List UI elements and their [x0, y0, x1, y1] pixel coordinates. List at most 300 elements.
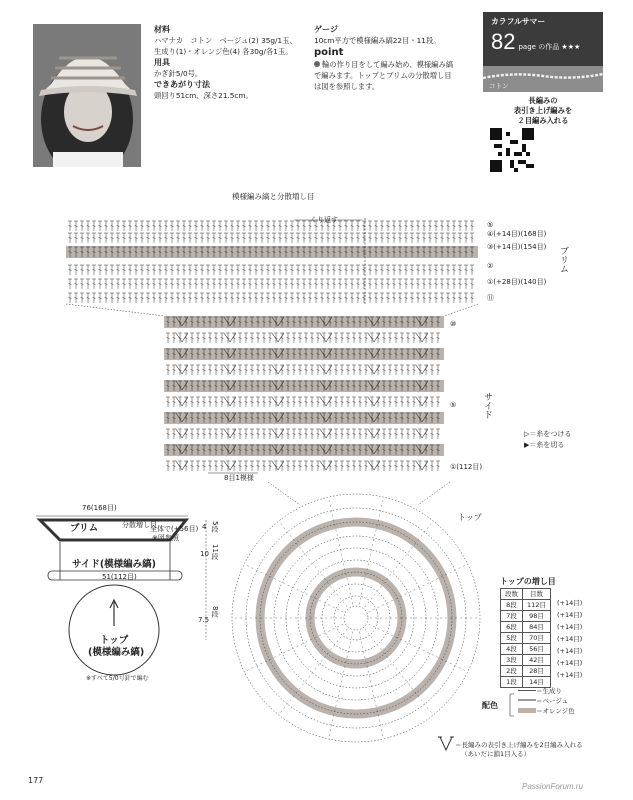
stitch-mark — [128, 221, 132, 231]
stitch-mark — [224, 293, 228, 303]
stitch-mark — [464, 265, 468, 275]
stitch-mark — [190, 365, 194, 375]
dim-11-rows: 11段 — [211, 544, 219, 560]
stitch-mark — [428, 265, 432, 275]
stitch-mark — [352, 461, 356, 471]
stitch-mark — [272, 279, 276, 289]
stitch-mark — [206, 233, 210, 243]
materials-line-2: 生成り(1)・オレンジ色(4) 各30g/各1玉。 — [154, 47, 293, 56]
stitch-mark — [292, 461, 296, 471]
row-mark: ⑩ — [450, 320, 457, 328]
row-mark: ① — [487, 278, 494, 286]
stitch-mark — [254, 265, 258, 275]
stitch-mark — [256, 461, 260, 471]
stitch-mark — [152, 293, 156, 303]
stitch-mark — [394, 397, 398, 407]
attach-arrow-icon: ▷ — [524, 430, 530, 438]
site-watermark: PassionForum.ru — [522, 782, 583, 791]
stitch-mark — [260, 221, 264, 231]
stitch-mark — [236, 293, 240, 303]
stitch-mark — [200, 233, 204, 243]
legend-bracket — [510, 694, 514, 716]
stitch-mark — [140, 221, 144, 231]
stitch-mark — [166, 397, 170, 407]
stitch-mark — [256, 397, 260, 407]
materials-line-1: ハマナカ コトン ベージュ(2) 35g/1玉、 — [154, 36, 297, 45]
stitch-mark — [110, 221, 114, 231]
stitch-mark — [68, 221, 72, 231]
stitch-mark — [344, 221, 348, 231]
row-mark: ⑤ — [450, 401, 457, 409]
stitch-mark — [302, 233, 306, 243]
stitch-mark — [158, 293, 162, 303]
stitch-mark — [164, 233, 168, 243]
stitch-mark — [248, 265, 252, 275]
stitch-mark — [286, 429, 290, 439]
stitch-mark — [262, 397, 266, 407]
video-note-line-1: 長編みの — [528, 96, 558, 105]
stitch-mark — [346, 461, 350, 471]
stitch-mark — [104, 279, 108, 289]
stitch-mark — [286, 397, 290, 407]
stitch-mark — [344, 279, 348, 289]
chart-title: 模様編み縞と分散増し目 — [232, 192, 315, 201]
row-mark: ⑤ — [487, 221, 494, 229]
stitch-mark — [410, 293, 414, 303]
stitch-mark — [392, 293, 396, 303]
stitch-mark — [332, 279, 336, 289]
stitch-mark — [310, 397, 314, 407]
schem-brim-ref: ※図参照 — [152, 534, 179, 542]
stitch-mark — [158, 221, 162, 231]
stitch-mark — [338, 233, 342, 243]
stitch-mark — [368, 233, 372, 243]
stitch-mark — [358, 333, 362, 343]
stitch-mark — [344, 293, 348, 303]
table-cell: 70目 — [523, 633, 551, 644]
stitch-mark — [194, 265, 198, 275]
stitch-mark — [446, 221, 450, 231]
stitch-mark — [238, 397, 242, 407]
stitch-mark — [302, 279, 306, 289]
stitch-mark — [400, 429, 404, 439]
stitch-mark — [340, 333, 344, 343]
stitch-mark — [98, 279, 102, 289]
stitch-mark — [304, 429, 308, 439]
stitch-mark — [236, 221, 240, 231]
stitch-mark — [164, 221, 168, 231]
stitch-mark — [362, 279, 366, 289]
beige-line-icon — [518, 699, 536, 701]
dim-7-5: 7.5 — [198, 616, 210, 624]
stitch-mark — [308, 279, 312, 289]
stitch-mark — [272, 293, 276, 303]
stitch-mark — [212, 221, 216, 231]
point-line-1-text: 輪の作り目をして編み始め、模様編み縞 — [322, 60, 454, 69]
stitch-mark — [92, 265, 96, 275]
stitch-mark — [470, 233, 474, 243]
stitch-mark — [452, 265, 456, 275]
stitch-mark — [290, 221, 294, 231]
stitch-mark — [202, 461, 206, 471]
stitch-mark — [248, 221, 252, 231]
point-heading: point — [314, 47, 344, 58]
repeat-label: くり返す — [310, 216, 338, 224]
stitch-mark — [436, 365, 440, 375]
stitch-mark — [98, 293, 102, 303]
stitch-mark — [470, 293, 474, 303]
stitch-mark — [194, 233, 198, 243]
increase-table — [500, 588, 551, 688]
stitch-mark — [392, 221, 396, 231]
stitch-mark — [394, 461, 398, 471]
brim-width: 76(168目) — [82, 504, 117, 512]
dim-4: 4 — [202, 523, 207, 531]
stitch-mark — [212, 293, 216, 303]
stitch-mark — [122, 233, 126, 243]
stitch-mark — [128, 293, 132, 303]
increase-table-title: トップの増し目 — [500, 577, 556, 586]
stripe-row — [66, 246, 478, 258]
stitch-mark — [380, 233, 384, 243]
stitch-mark — [368, 279, 372, 289]
stitch-mark — [208, 429, 212, 439]
stitch-mark — [400, 365, 404, 375]
table-cell: 7段 — [501, 611, 523, 622]
legend-item-ecru — [518, 686, 575, 696]
stitch-mark — [284, 279, 288, 289]
stitch-mark — [122, 265, 126, 275]
stitch-mark — [188, 279, 192, 289]
stitch-mark — [166, 365, 170, 375]
stitch-mark — [224, 233, 228, 243]
stitch-mark — [254, 279, 258, 289]
stitch-mark — [398, 265, 402, 275]
stitch-mark — [262, 461, 266, 471]
stitch-mark — [220, 397, 224, 407]
stitch-mark — [374, 233, 378, 243]
stitch-mark — [170, 279, 174, 289]
stitch-mark — [404, 279, 408, 289]
stitch-mark — [314, 265, 318, 275]
stitch-mark — [452, 221, 456, 231]
table-cell: 42目 — [523, 655, 551, 666]
stitch-mark — [86, 293, 90, 303]
stitch-mark — [260, 233, 264, 243]
stitch-mark — [304, 461, 308, 471]
table-row — [501, 633, 551, 644]
stitch-mark — [286, 461, 290, 471]
stitch-mark — [278, 221, 282, 231]
stitch-mark — [334, 429, 338, 439]
stitch-mark — [388, 397, 392, 407]
stitch-mark — [262, 333, 266, 343]
stitch-mark — [398, 233, 402, 243]
stitch-mark — [314, 293, 318, 303]
stitch-mark — [190, 397, 194, 407]
stitch-mark — [278, 279, 282, 289]
stitch-ring — [274, 536, 438, 700]
stitch-mark — [250, 397, 254, 407]
stitch-mark — [358, 461, 362, 471]
stitch-mark — [338, 279, 342, 289]
stitch-ring — [344, 606, 368, 630]
stitch-mark — [298, 429, 302, 439]
stitch-mark — [218, 293, 222, 303]
brim-label: ブリム — [558, 246, 568, 273]
schem-side: サイド(模様編み縞) — [72, 559, 157, 570]
inc-extra-3: (+14目) — [557, 659, 583, 667]
stitch-mark — [398, 293, 402, 303]
stitch-mark — [380, 221, 384, 231]
stitch-mark — [362, 293, 366, 303]
stitch-mark — [80, 293, 84, 303]
table-row — [501, 644, 551, 655]
stitch-mark — [190, 461, 194, 471]
stitch-mark — [286, 333, 290, 343]
stitch-mark — [452, 233, 456, 243]
stitch-mark — [350, 221, 354, 231]
connector-line — [268, 482, 450, 505]
stitch-mark — [224, 279, 228, 289]
row-mark: ⑪ — [487, 294, 494, 302]
stitch-mark — [290, 293, 294, 303]
stitch-mark — [358, 365, 362, 375]
stitch-ring — [322, 584, 390, 652]
dim-10: 10 — [200, 550, 209, 558]
stitch-mark — [356, 279, 360, 289]
stitch-mark — [340, 397, 344, 407]
top-circle-outline — [69, 585, 159, 675]
stitch-mark — [146, 265, 150, 275]
stitch-mark — [290, 233, 294, 243]
schem-side-width: 51(112目) — [102, 573, 137, 581]
stitch-mark — [326, 265, 330, 275]
stitch-mark — [394, 429, 398, 439]
stitch-mark — [434, 293, 438, 303]
stitch-mark — [364, 429, 368, 439]
stitch-mark — [86, 279, 90, 289]
stitch-mark — [278, 265, 282, 275]
stitch-mark — [436, 397, 440, 407]
stitch-mark — [194, 279, 198, 289]
ecru-line-icon — [518, 690, 536, 691]
spoke-line — [328, 497, 352, 604]
stitch-mark — [122, 279, 126, 289]
stitch-mark — [284, 233, 288, 243]
schem-brim-total: 全体で(+56目) — [150, 525, 199, 533]
stitch-mark — [334, 461, 338, 471]
stitch-mark — [434, 221, 438, 231]
spoke-line — [359, 632, 383, 739]
stitch-mark — [446, 279, 450, 289]
stitch-mark — [308, 233, 312, 243]
stitch-mark — [368, 265, 372, 275]
stitch-mark — [122, 293, 126, 303]
stitch-mark — [218, 233, 222, 243]
stitch-mark — [382, 365, 386, 375]
stitch-mark — [172, 365, 176, 375]
stitch-mark — [310, 461, 314, 471]
stitch-mark — [166, 333, 170, 343]
stitch-mark — [278, 233, 282, 243]
stitch-mark — [188, 221, 192, 231]
stitch-mark — [334, 333, 338, 343]
legend-item-orange — [518, 706, 575, 716]
stitch-mark — [146, 233, 150, 243]
stitch-mark — [452, 293, 456, 303]
stitch-mark — [170, 293, 174, 303]
point-line-3: は図を参照します。 — [314, 82, 380, 91]
stitch-mark — [430, 333, 434, 343]
stitch-mark — [286, 365, 290, 375]
brim-chart-grid — [66, 218, 478, 304]
stitch-mark — [352, 333, 356, 343]
stitch-mark — [248, 233, 252, 243]
stitch-mark — [344, 233, 348, 243]
stitch-mark — [266, 265, 270, 275]
bottom-note — [455, 741, 583, 759]
stitch-mark — [74, 221, 78, 231]
stitch-mark — [320, 265, 324, 275]
stitch-mark — [202, 333, 206, 343]
stitch-mark — [404, 293, 408, 303]
stitch-mark — [176, 265, 180, 275]
stitch-mark — [302, 221, 306, 231]
stitch-mark — [248, 293, 252, 303]
stitch-mark — [302, 293, 306, 303]
side-chart-grid — [66, 304, 478, 473]
stitch-mark — [182, 293, 186, 303]
stitch-mark — [194, 293, 198, 303]
stitch-mark — [470, 221, 474, 231]
stitch-mark — [134, 265, 138, 275]
stitch-mark — [416, 265, 420, 275]
stitch-mark — [140, 293, 144, 303]
stitch-mark — [338, 265, 342, 275]
stitch-mark — [272, 233, 276, 243]
stitch-mark — [400, 397, 404, 407]
stitch-mark — [406, 397, 410, 407]
stitch-mark — [296, 221, 300, 231]
stitch-mark — [182, 221, 186, 231]
stitch-mark — [446, 293, 450, 303]
row-note: (+14目)(154目) — [493, 243, 547, 251]
stitch-mark — [98, 265, 102, 275]
stitch-mark — [430, 365, 434, 375]
stitch-mark — [170, 233, 174, 243]
stitch-mark — [386, 293, 390, 303]
stitch-mark — [202, 365, 206, 375]
stitch-mark — [304, 397, 308, 407]
stitch-mark — [196, 397, 200, 407]
table-row — [501, 600, 551, 611]
stitch-mark — [404, 265, 408, 275]
stitch-mark — [170, 265, 174, 275]
table-cell: 112目 — [523, 600, 551, 611]
stitch-mark — [230, 279, 234, 289]
top-chart-circle — [232, 482, 480, 742]
stitch-mark — [436, 429, 440, 439]
stitch-mark — [464, 279, 468, 289]
stitch-mark — [446, 265, 450, 275]
stitch-mark — [308, 293, 312, 303]
stitch-mark — [314, 221, 318, 231]
stitch-mark — [388, 333, 392, 343]
stitch-mark — [356, 233, 360, 243]
stitch-mark — [166, 429, 170, 439]
stitch-mark — [284, 293, 288, 303]
stitch-mark — [298, 365, 302, 375]
stitch-mark — [392, 233, 396, 243]
stitch-mark — [332, 293, 336, 303]
stitch-mark — [298, 397, 302, 407]
table-header: 段数 — [501, 589, 523, 600]
stitch-mark — [464, 233, 468, 243]
stitch-mark — [80, 221, 84, 231]
stitch-mark — [92, 279, 96, 289]
transition-line — [66, 304, 478, 316]
stitch-mark — [332, 265, 336, 275]
stitch-mark — [400, 333, 404, 343]
inc-extra-2: (+14目) — [557, 671, 583, 679]
stitch-mark — [104, 221, 108, 231]
stitch-mark — [440, 279, 444, 289]
legend-text: ＝オレンジ色 — [536, 707, 575, 715]
stitch-mark — [272, 221, 276, 231]
stitch-mark — [242, 279, 246, 289]
stitch-mark — [406, 333, 410, 343]
stitch-mark — [394, 333, 398, 343]
stitch-mark — [220, 461, 224, 471]
stitch-mark — [292, 333, 296, 343]
stitch-mark — [464, 293, 468, 303]
stitch-mark — [262, 365, 266, 375]
materials-heading: 材料 — [154, 25, 170, 34]
stitch-mark — [208, 461, 212, 471]
stitch-mark — [116, 233, 120, 243]
stitch-mark — [242, 233, 246, 243]
stitch-mark — [172, 429, 176, 439]
inc-extra-8: (+14目) — [557, 599, 583, 607]
spoke-line — [359, 497, 383, 604]
stitch-mark — [236, 279, 240, 289]
stitch-mark — [350, 265, 354, 275]
stitch-mark — [400, 461, 404, 471]
stitch-mark — [134, 233, 138, 243]
stitch-mark — [164, 293, 168, 303]
stitch-mark — [104, 293, 108, 303]
stitch-mark — [244, 333, 248, 343]
stitch-mark — [436, 333, 440, 343]
stitch-mark — [364, 365, 368, 375]
stitch-mark — [388, 365, 392, 375]
stitch-mark — [340, 429, 344, 439]
color-legend-title: 配色 — [482, 701, 498, 710]
stitch-mark — [268, 333, 272, 343]
stitch-mark — [412, 397, 416, 407]
stitch-mark — [292, 365, 296, 375]
stripe-ring — [260, 522, 452, 714]
stitch-mark — [208, 333, 212, 343]
stitch-mark — [74, 279, 78, 289]
stitch-mark — [364, 397, 368, 407]
yarn-label: コトン — [489, 82, 509, 90]
stitch-mark — [92, 293, 96, 303]
stitch-mark — [382, 461, 386, 471]
video-note-line-3: ２目編み入れる — [517, 116, 569, 125]
stitch-mark — [182, 233, 186, 243]
